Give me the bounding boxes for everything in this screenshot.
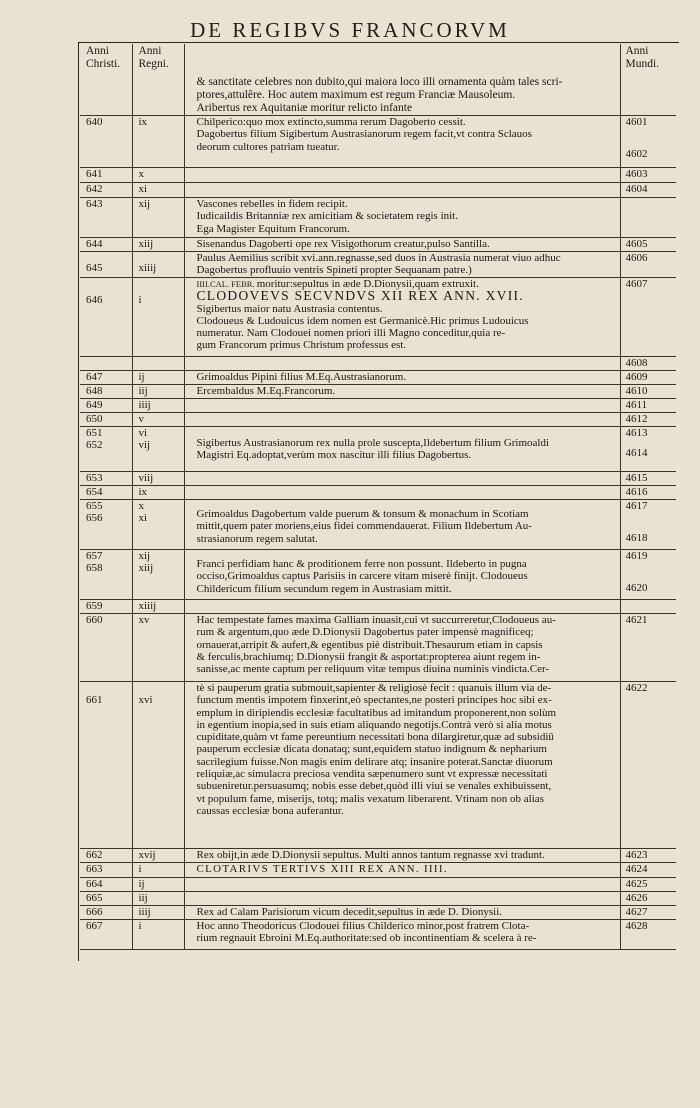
table-row [80, 892, 676, 906]
table-row [80, 44, 676, 116]
entry-text: Sigibertus Austrasianorum rex nulla prole suscepta,Ildebertum filium Grimoaldi [196, 437, 550, 449]
table-row [80, 863, 676, 878]
table-row [80, 183, 676, 198]
entry-text: mittit,quem pater moriens,eius fidei commendauerat. Filium Ildebertum Au- [196, 520, 532, 533]
entry-text: Sisenandus Dagoberti ope rex Visigothorum creatur,pulso Santilla. [184, 238, 620, 252]
entry-text: Ega Magister Equitum Francorum. [196, 222, 350, 235]
reign-year: xvi [132, 682, 184, 849]
reign-year: vi [138, 427, 148, 439]
year-christ: 658 [86, 562, 103, 575]
year-christ: 659 [80, 600, 132, 614]
entry-text: rium regnauit Ebroini M.Eq.authoritate:sed ob incontinentiam & scelera à re- [196, 932, 537, 945]
table-row [80, 427, 676, 472]
year-christ: 640 [80, 116, 132, 168]
table-row [80, 600, 676, 614]
table-row [80, 614, 676, 682]
entry-text: rum & argentum,quo æde D.Dionysii Dagobertus pater impensè magnificeq; [196, 626, 534, 639]
entry-text: caussas ecclesiæ bona auferantur. [196, 804, 344, 817]
table-row [80, 278, 676, 357]
year-world: 4604 [620, 183, 676, 198]
reign-year: xiij [138, 562, 154, 575]
entry-text: subueniretur.persuasumq; nobis esse debet,quòd illi viui se venales exhibuissent, [196, 780, 552, 793]
reign-year: i [132, 863, 184, 878]
reign-year: xi [138, 512, 148, 525]
year-christ: 667 [80, 920, 132, 950]
year-world: 4602 [625, 148, 648, 161]
year-christ: 645 [80, 252, 132, 278]
year-world: 4607 [620, 278, 676, 357]
year-world: 4605 [620, 238, 676, 252]
reign-year: xiiij [132, 600, 184, 614]
year-world: 4622 [620, 682, 676, 849]
year-christ: 654 [80, 486, 132, 500]
entry-text: emplum in diripiendis ecclesiæ facultatibus ad imitandum proponerent,non solùm [196, 706, 557, 719]
year-christ: 641 [80, 168, 132, 183]
entry-text: gum Francorum primus Christum professus est. [196, 339, 407, 352]
entry-text: Dagobertus filium Sigibertum Austrasianorum regem facit,vt contra Sclauos [196, 128, 532, 141]
table-row [80, 371, 676, 385]
entry-text: & sanctitate celebres non dubito,qui maiora loco illi ornamenta quàm tales scri- [196, 76, 563, 88]
table-row [80, 682, 676, 849]
table-row [80, 357, 676, 371]
table-row [80, 198, 676, 238]
reign-year: ij [132, 878, 184, 892]
entry-text: Sigibertus maior natu Austrasia contentus. [196, 302, 383, 315]
year-world: 4608 [620, 357, 676, 371]
entry-text: reliquiæ,ac simulacra preciosa vendita sæpenumero sunt vt expressæ necessitati [196, 768, 548, 781]
year-world: 4615 [620, 472, 676, 486]
year-christ: 648 [80, 385, 132, 399]
table-row [80, 238, 676, 252]
entry-text: & ferculis,brachiumq; D.Dionysii frangit & asportat:propterea aiunt regem in- [196, 650, 541, 663]
table-row [80, 472, 676, 486]
table-row [80, 413, 676, 427]
reign-year: xv [132, 614, 184, 682]
year-world: 4620 [625, 582, 648, 595]
entry-text: tè si pauperum gratia submouit,sapienter & religiosè fecit : quanuis illum via de- [196, 682, 552, 694]
column-header-year-world: Anni Mundi. [620, 44, 676, 116]
year-world: 4621 [620, 614, 676, 682]
section-heading: CLOTARIVS TERTIVS XIII REX ANN. IIII. [184, 863, 620, 878]
entry-text: deorum cultores patriam tueatur. [196, 140, 340, 153]
year-world: 4627 [620, 906, 676, 920]
entry-text: sanisse,ac mente captum per reliquum vitæ tempus diuina numinis vindicta.Cer- [196, 663, 550, 676]
column-header-reign-year: Anni Regni. [132, 44, 184, 116]
year-christ: 644 [80, 238, 132, 252]
table-row [80, 385, 676, 399]
table-row [80, 906, 676, 920]
entry-text: Grimoaldus Pipini filius M.Eq.Austrasianorum. [184, 371, 620, 385]
reign-year: i [132, 278, 184, 357]
entry-text: Aribertus rex Aquitaniæ moritur relicto infante [196, 102, 413, 114]
reign-year: xiij [132, 238, 184, 252]
entry-text: Paulus Aemilius scribit xvi.ann.regnasse,sed duos in Austrasia numerat viuo adhuc [196, 252, 561, 264]
entry-text: Childericum filium secundum regem in Austrasiam mittit. [196, 582, 452, 595]
year-christ: 663 [80, 863, 132, 878]
year-world: 4614 [625, 447, 648, 460]
entry-text: Rex ad Calam Parisiorum vicum decedit,sepultus in æde D. Dionysii. [184, 906, 620, 920]
entry-text: moritur:sepultus in æde D.Dionysii,quam extruxit. [256, 278, 479, 290]
entry-text: Chilperico:quo mox extincto,summa rerum Dagoberto cessit. [196, 116, 466, 128]
year-christ: 660 [80, 614, 132, 682]
year-christ: 649 [80, 399, 132, 413]
entry-text: cupiditate,quàm vt fame pereuntium necessitati bona dilargiretur,quæ ad subsidiū [196, 731, 554, 744]
table-row [80, 399, 676, 413]
entry-text: Hac tempestate fames maxima Galliam inuasit,cui vt succurreretur,Clodoueus au- [196, 614, 556, 626]
reign-year: xi [132, 183, 184, 198]
reign-year: xiiij [132, 252, 184, 278]
year-christ: 662 [80, 849, 132, 863]
table-row [80, 920, 676, 950]
entry-text: Vascones rebelles in fidem recipit. [196, 198, 348, 210]
entry-text: Franci perfidiam hanc & proditionem ferre non possunt. Ildeberto in pugna [196, 558, 527, 570]
reign-year: i [132, 920, 184, 950]
year-world: 4624 [620, 863, 676, 878]
entry-text: in egentium inopia,sed in suis etiam aliquando negotijs.Contrà verò si alia motus [196, 718, 552, 731]
reign-year: v [132, 413, 184, 427]
entry-text: Rex obijt,in æde D.Dionysii sepultus. Multi annos tantum regnasse xvi tradunt. [184, 849, 620, 863]
reign-year: xvij [132, 849, 184, 863]
table-row [80, 849, 676, 863]
table-row [80, 500, 676, 550]
year-christ: 642 [80, 183, 132, 198]
year-world: 4609 [620, 371, 676, 385]
entry-text: Iudicaildis Britanniæ rex amicitiam & societatem regis init. [196, 210, 458, 223]
entry-text: strasianorum regem salutat. [196, 532, 318, 545]
year-world: 4625 [620, 878, 676, 892]
year-world: 4606 [620, 252, 676, 278]
year-world: 4612 [620, 413, 676, 427]
reign-year: ij [132, 371, 184, 385]
table-row [80, 116, 676, 168]
year-world: 4628 [620, 920, 676, 950]
year-world: 4618 [625, 532, 648, 545]
table-row [80, 252, 676, 278]
year-christ: 665 [80, 892, 132, 906]
year-world: 4610 [620, 385, 676, 399]
year-christ: 661 [80, 682, 132, 849]
reign-year: ix [132, 116, 184, 168]
reign-year: viij [132, 472, 184, 486]
entry-text: Dagobertus profluuio ventris Spineti propter Sequanam patre.) [196, 264, 472, 277]
year-world: 4616 [620, 486, 676, 500]
running-head: DE REGIBVS FRANCORVM [190, 18, 510, 42]
entry-text: pauperum ecclesiæ dicata donataq; sunt,equidem statuo indignum & nepharium [196, 743, 547, 756]
year-christ: 653 [80, 472, 132, 486]
entry-text: ornauerat,arripit & aufert,& egentibus piè distribuit.Thesaurum etiam in capsis [196, 638, 543, 651]
reign-year: x [132, 168, 184, 183]
table-row [80, 168, 676, 183]
year-world: 4617 [625, 500, 648, 512]
year-world [620, 198, 676, 238]
reign-year: ix [132, 486, 184, 500]
entry-text: ptores,attulêre. Hoc autem maximum est regum Franciæ Mausoleum. [196, 89, 516, 101]
year-christ: 657 [86, 550, 103, 562]
year-christ: 664 [80, 878, 132, 892]
reign-year: xij [138, 550, 151, 562]
entry-text: functum mentis impotem finxerint,eò spectantes,ne posteri principes hoc sibi ex- [196, 694, 552, 707]
year-christ: 643 [80, 198, 132, 238]
table-row [80, 550, 676, 600]
year-christ: 651 [86, 427, 103, 439]
entry-text: vt populum fame, miserijs, totq; malis vexatum liberarent. Vtinam non ob alias [196, 792, 544, 805]
year-christ: 650 [80, 413, 132, 427]
year-world: 4619 [625, 550, 648, 562]
year-world: 4603 [620, 168, 676, 183]
year-christ: 647 [80, 371, 132, 385]
year-christ: 646 [80, 278, 132, 357]
year-christ: 666 [80, 906, 132, 920]
entry-text: Ercembaldus M.Eq.Francorum. [184, 385, 620, 399]
year-christ: 652 [86, 439, 103, 452]
year-world: 4613 [625, 427, 648, 439]
entry-text: sacrilegium fuisse.Non magis enim delirare atq; insanire poterat.Sanctæ diuorum [196, 755, 553, 768]
reign-year: iij [132, 385, 184, 399]
reign-year: x [138, 500, 144, 512]
reign-year: iiij [132, 906, 184, 920]
entry-text: numeratur. Nam Clodouei nomen priori illi Magno conceditur,quia re- [196, 327, 506, 340]
entry-text: Magistri Eq.adoptat,verùm mox nascitur illi filius Dagobertus. [196, 449, 472, 462]
year-world: 4623 [620, 849, 676, 863]
entry-text: Hoc anno Theodoricus Clodouei filius Childerico minor,post fratrem Clota- [196, 920, 530, 932]
table-row [80, 878, 676, 892]
entry-text: Clodoueus & Ludouicus idem nomen est Germanicè.Hic primus Ludouicus [196, 314, 529, 327]
entry-text: Grimoaldus Dagobertum valde puerum & tonsum & monachum in Scotiam [196, 508, 529, 520]
reign-year: xij [132, 198, 184, 238]
year-world: 4611 [620, 399, 676, 413]
year-world: 4601 [625, 116, 648, 128]
table-row [80, 486, 676, 500]
chronology-table [80, 44, 676, 950]
year-world: 4626 [620, 892, 676, 906]
calendar-date: IIII.CAL. FEBR. [196, 279, 257, 289]
year-christ: 655 [86, 500, 103, 512]
section-heading: CLODOVEVS SECVNDVS XII REX ANN. XVII. [196, 288, 524, 304]
entry-text: occiso,Grimoaldus captus Parisiis in carcere vitam miserè finijt. Clodoueus [196, 570, 528, 583]
year-christ: 656 [86, 512, 103, 525]
reign-year: vij [138, 439, 151, 452]
column-header-year-christ: Anni Christi. [80, 44, 132, 116]
reign-year: iiij [132, 399, 184, 413]
reign-year: iij [132, 892, 184, 906]
